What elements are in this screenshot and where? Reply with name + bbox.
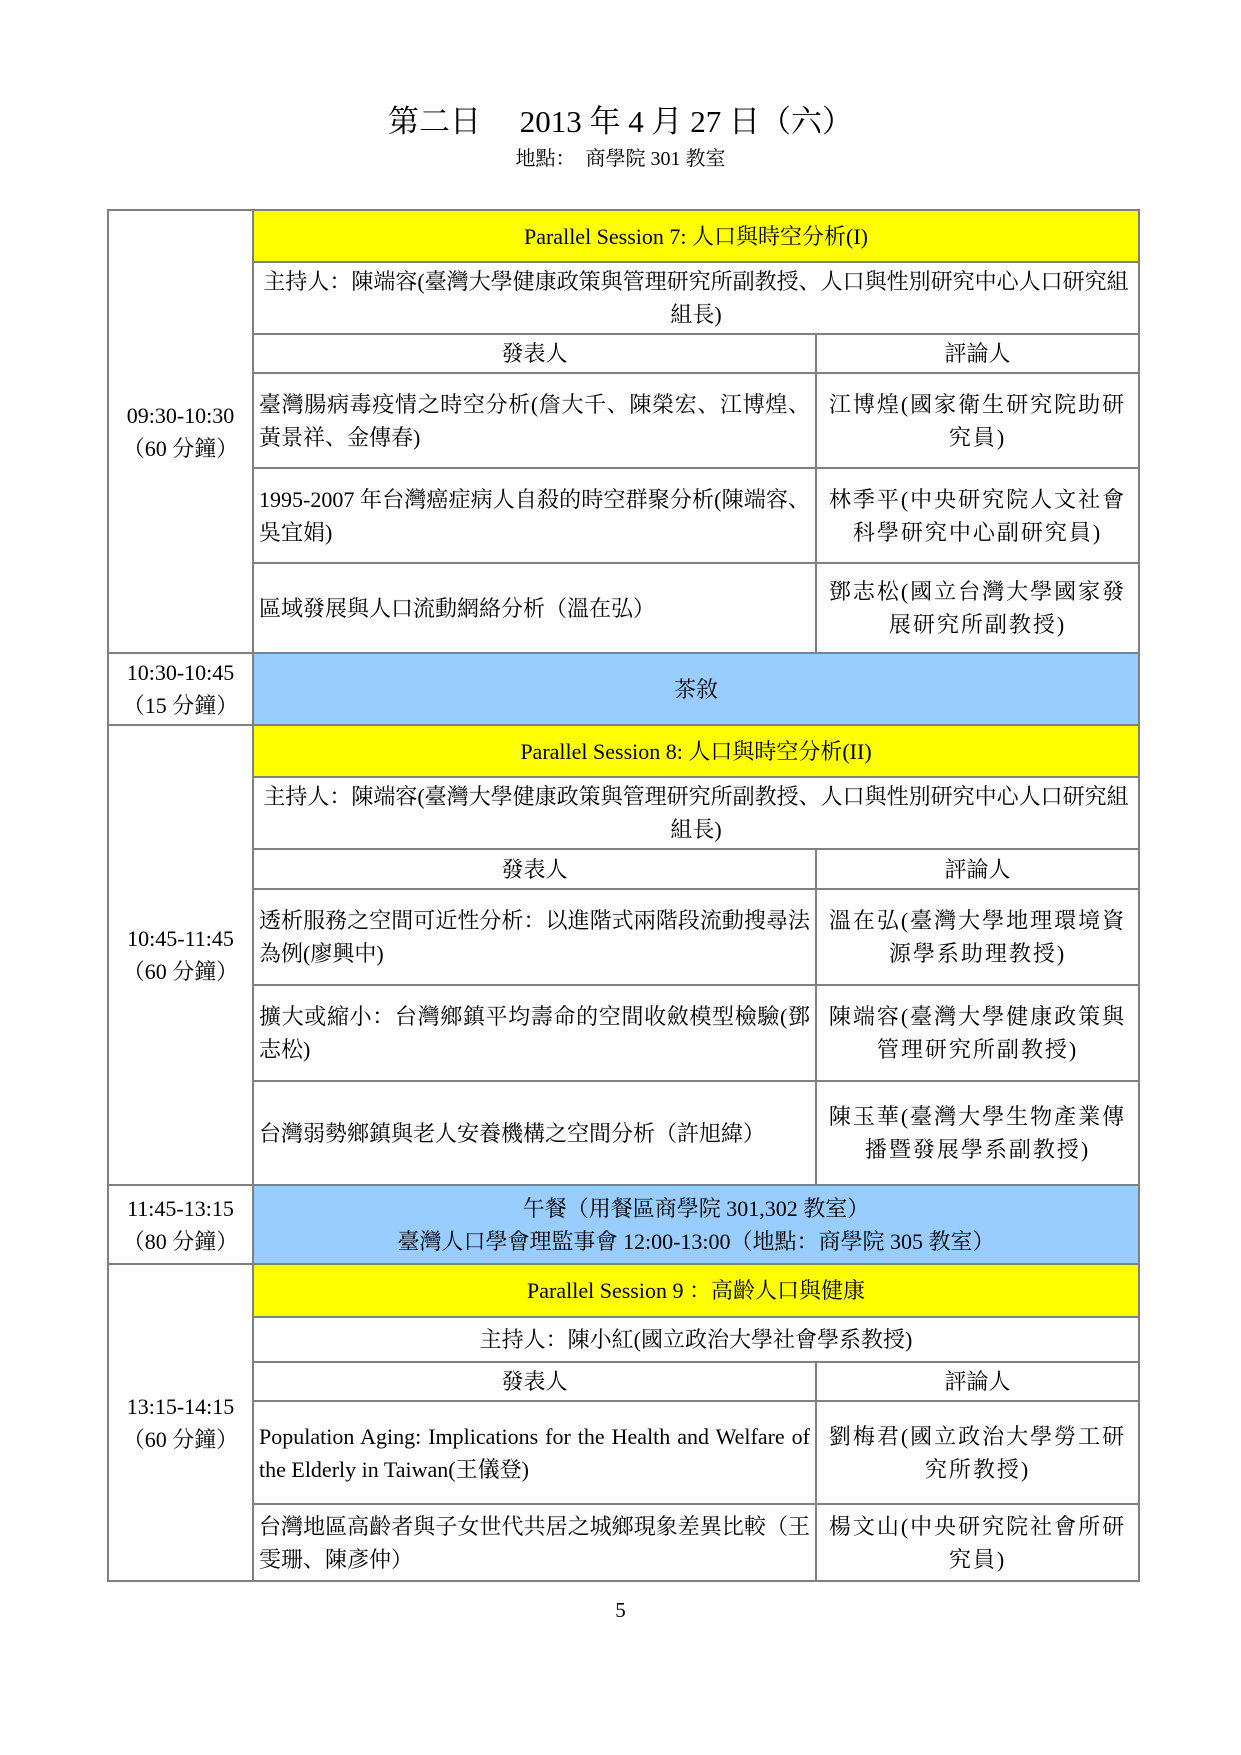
time-duration: （60 分鐘） <box>122 959 239 984</box>
page-subtitle: 地點： 商學院 301 教室 <box>515 148 726 170</box>
discussant-column-header: 評論人 <box>816 849 1139 889</box>
lunch-line-1: 午餐（用餐區商學院 301,302 教室） <box>522 1195 870 1221</box>
tea-break-band: 茶敘 <box>253 653 1139 725</box>
paper-discussant: 鄧志松(國立台灣大學國家發展研究所副教授) <box>816 563 1139 653</box>
time-range: 10:45-11:45 <box>127 926 234 951</box>
time-duration: （80 分鐘） <box>122 1228 239 1254</box>
time-cell-session-9 <box>108 1264 253 1581</box>
paper-title: 臺灣腸病毒疫情之時空分析(詹大千、陳榮宏、江博煌、黃景祥、金傳春) <box>253 373 816 468</box>
paper-discussant: 楊文山(中央研究院社會所研究員) <box>816 1504 1139 1581</box>
paper-discussant: 陳玉華(臺灣大學生物產業傳播暨發展學系副教授) <box>816 1081 1139 1185</box>
presenter-column-header: 發表人 <box>253 849 816 889</box>
session-8-title-band: Parallel Session 8: 人口與時空分析(II) <box>253 725 1139 777</box>
session-7-chair: 主持人：陳端容(臺灣大學健康政策與管理研究所副教授、人口與性別研究中心人口研究組組長) <box>253 262 1139 334</box>
time-cell-session-7 <box>108 210 253 653</box>
session-9-title-band: Parallel Session 9 ：高齡人口與健康 <box>253 1264 1139 1317</box>
paper-title: 1995-2007 年台灣癌症病人自殺的時空群聚分析(陳端容、吳宜娟) <box>253 468 816 563</box>
paper-title: 台灣地區高齡者與子女世代共居之城鄉現象差異比較（王雯珊、陳彥仲） <box>253 1504 816 1581</box>
lunch-break-band <box>253 1185 1139 1264</box>
session-7-title-band: Parallel Session 7: 人口與時空分析(I) <box>253 210 1139 262</box>
time-range: 10:30-10:45 <box>126 660 235 685</box>
session-9-chair: 主持人：陳小紅(國立政治大學社會學系教授) <box>253 1317 1139 1362</box>
time-range: 09:30-10:30 <box>126 402 235 428</box>
session-8-chair: 主持人：陳端容(臺灣大學健康政策與管理研究所副教授、人口與性別研究中心人口研究組組長) <box>253 777 1139 849</box>
discussant-column-header: 評論人 <box>816 1362 1139 1401</box>
page-number: 5 <box>615 1598 626 1622</box>
time-duration: （15 分鐘） <box>122 693 239 718</box>
lunch-line-2: 臺灣人口學會理監事會 12:00-13:00（地點：商學院 305 教室） <box>397 1228 995 1254</box>
presenter-column-header: 發表人 <box>253 1362 816 1401</box>
paper-discussant: 劉梅君(國立政治大學勞工研究所教授) <box>816 1401 1139 1504</box>
paper-title: Population Aging: Implications for the Health and Welfare of the Elderly in Taiwan(王儀登) <box>253 1401 816 1504</box>
page-title: 第二日 2013 年 4 月 27 日（六） <box>388 104 853 139</box>
time-cell-tea-break <box>108 653 253 725</box>
discussant-column-header: 評論人 <box>816 334 1139 373</box>
paper-discussant: 陳端容(臺灣大學健康政策與管理研究所副教授) <box>816 985 1139 1081</box>
paper-title: 透析服務之空間可近性分析：以進階式兩階段流動搜尋法為例(廖興中) <box>253 889 816 985</box>
presenter-column-header: 發表人 <box>253 334 816 373</box>
paper-title: 台灣弱勢鄉鎮與老人安養機構之空間分析（許旭緯） <box>253 1081 816 1185</box>
time-duration: （60 分鐘） <box>122 435 239 461</box>
paper-discussant: 溫在弘(臺灣大學地理環境資源學系助理教授) <box>816 889 1139 985</box>
time-cell-lunch <box>108 1185 253 1264</box>
paper-title: 區域發展與人口流動網絡分析（溫在弘） <box>253 563 816 653</box>
time-cell-session-8 <box>108 725 253 1185</box>
schedule-table <box>107 209 1140 1582</box>
time-range: 13:15-14:15 <box>126 1393 235 1419</box>
paper-title: 擴大或縮小：台灣鄉鎮平均壽命的空間收斂模型檢驗(鄧志松) <box>253 985 816 1081</box>
paper-discussant: 江博煌(國家衛生研究院助研究員) <box>816 373 1139 468</box>
time-range: 11:45-13:15 <box>127 1195 234 1221</box>
time-duration: （60 分鐘） <box>122 1426 239 1452</box>
paper-discussant: 林季平(中央研究院人文社會科學研究中心副研究員) <box>816 468 1139 563</box>
